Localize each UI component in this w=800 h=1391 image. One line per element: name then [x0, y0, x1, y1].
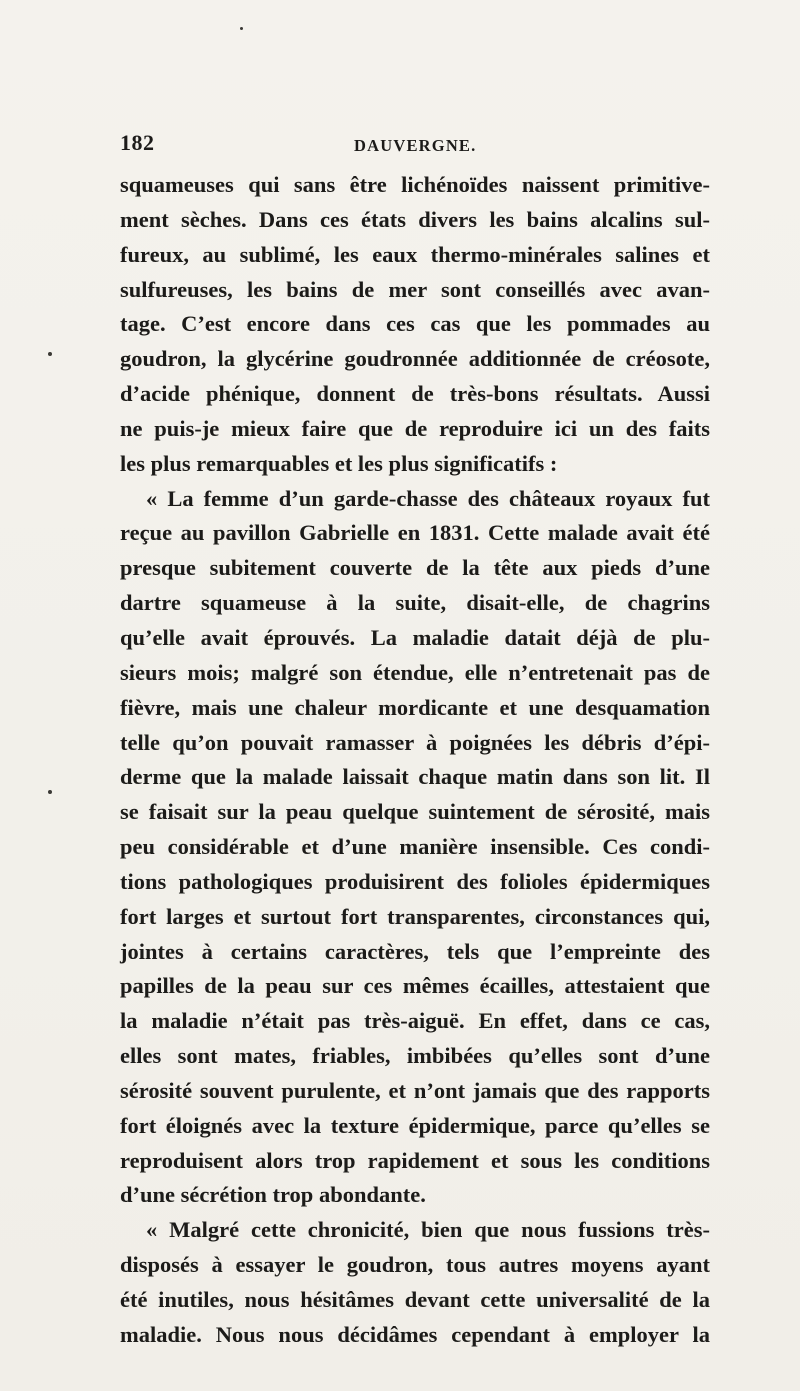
text-line: les plus remarquables et les plus significatifs :	[120, 450, 558, 476]
text-line: se faisait sur la peau quelque suintement de sérosité, mais	[120, 799, 710, 825]
text-line: derme que la malade laissait chaque matin dans son lit. Il	[120, 764, 710, 790]
text-line: maladie. Nous nous décidâmes cependant à employer la	[120, 1321, 710, 1347]
text-line: goudron, la glycérine goudronnée additionnée de créosote,	[120, 346, 710, 372]
text-line: tage. C’est encore dans ces cas que les pommades au	[120, 311, 710, 337]
text-line: ment sèches. Dans ces états divers les bains alcalins sul-	[120, 206, 710, 232]
ink-speck	[48, 790, 52, 794]
text-line: tions pathologiques produisirent des folioles épidermiques	[120, 868, 710, 894]
text-line: dartre squameuse à la suite, disait-elle, de chagrins	[120, 590, 710, 616]
text-line: sérosité souvent purulente, et n’ont jamais que des rapports	[120, 1077, 710, 1103]
ink-speck	[240, 27, 243, 30]
text-line: d’acide phénique, donnent de très-bons résultats. Aussi	[120, 381, 710, 407]
page-header	[120, 130, 710, 162]
text-line: elles sont mates, friables, imbibées qu’elles sont d’une	[120, 1043, 710, 1069]
ink-speck	[48, 352, 52, 356]
text-line: d’une sécrétion trop abondante.	[120, 1182, 426, 1208]
text-line: peu considérable et d’une manière insensible. Ces condi-	[120, 834, 710, 860]
text-line: qu’elle avait éprouvés. La maladie datait déjà de plu-	[120, 624, 710, 650]
text-line: la maladie n’était pas très-aiguë. En effet, dans ce cas,	[120, 1008, 710, 1034]
body-text	[120, 168, 710, 1353]
text-line: disposés à essayer le goudron, tous autres moyens ayant	[120, 1252, 710, 1278]
text-line: été inutiles, nous hésitâmes devant cette universalité de la	[120, 1287, 710, 1312]
text-line: ne puis-je mieux faire que de reproduire ici un des faits	[120, 415, 710, 441]
page-number: 182	[120, 130, 155, 155]
text-line: « La femme d’un garde-chasse des châteaux royaux fut	[146, 485, 710, 511]
text-line: jointes à certains caractères, tels que l’empreinte des	[120, 938, 710, 964]
text-line: reproduisent alors trop rapidement et sous les conditions	[120, 1147, 710, 1173]
text-line: fort larges et surtout fort transparentes, circonstances qui,	[120, 903, 710, 929]
text-line: fièvre, mais une chaleur mordicante et une desquamation	[120, 694, 710, 720]
running-head: DAUVERGNE.	[354, 136, 477, 155]
text-line: sulfureuses, les bains de mer sont conseillés avec avan-	[120, 276, 710, 302]
text-line: telle qu’on pouvait ramasser à poignées les débris d’épi-	[120, 729, 710, 755]
text-line: « Malgré cette chronicité, bien que nous fussions très-	[146, 1217, 710, 1243]
text-line: fureux, au sublimé, les eaux thermo-minérales salines et	[120, 241, 710, 267]
text-line: fort éloignés avec la texture épidermique, parce qu’elles se	[120, 1112, 710, 1138]
text-line: presque subitement couverte de la tête aux pieds d’une	[120, 555, 710, 581]
text-line: squameuses qui sans être lichénoïdes naissent primitive-	[120, 172, 710, 197]
text-line: reçue au pavillon Gabrielle en 1831. Cette malade avait été	[120, 520, 710, 546]
text-line: sieurs mois; malgré son étendue, elle n’entretenait pas de	[120, 659, 710, 685]
text-line: papilles de la peau sur ces mêmes écailles, attestaient que	[120, 973, 710, 999]
